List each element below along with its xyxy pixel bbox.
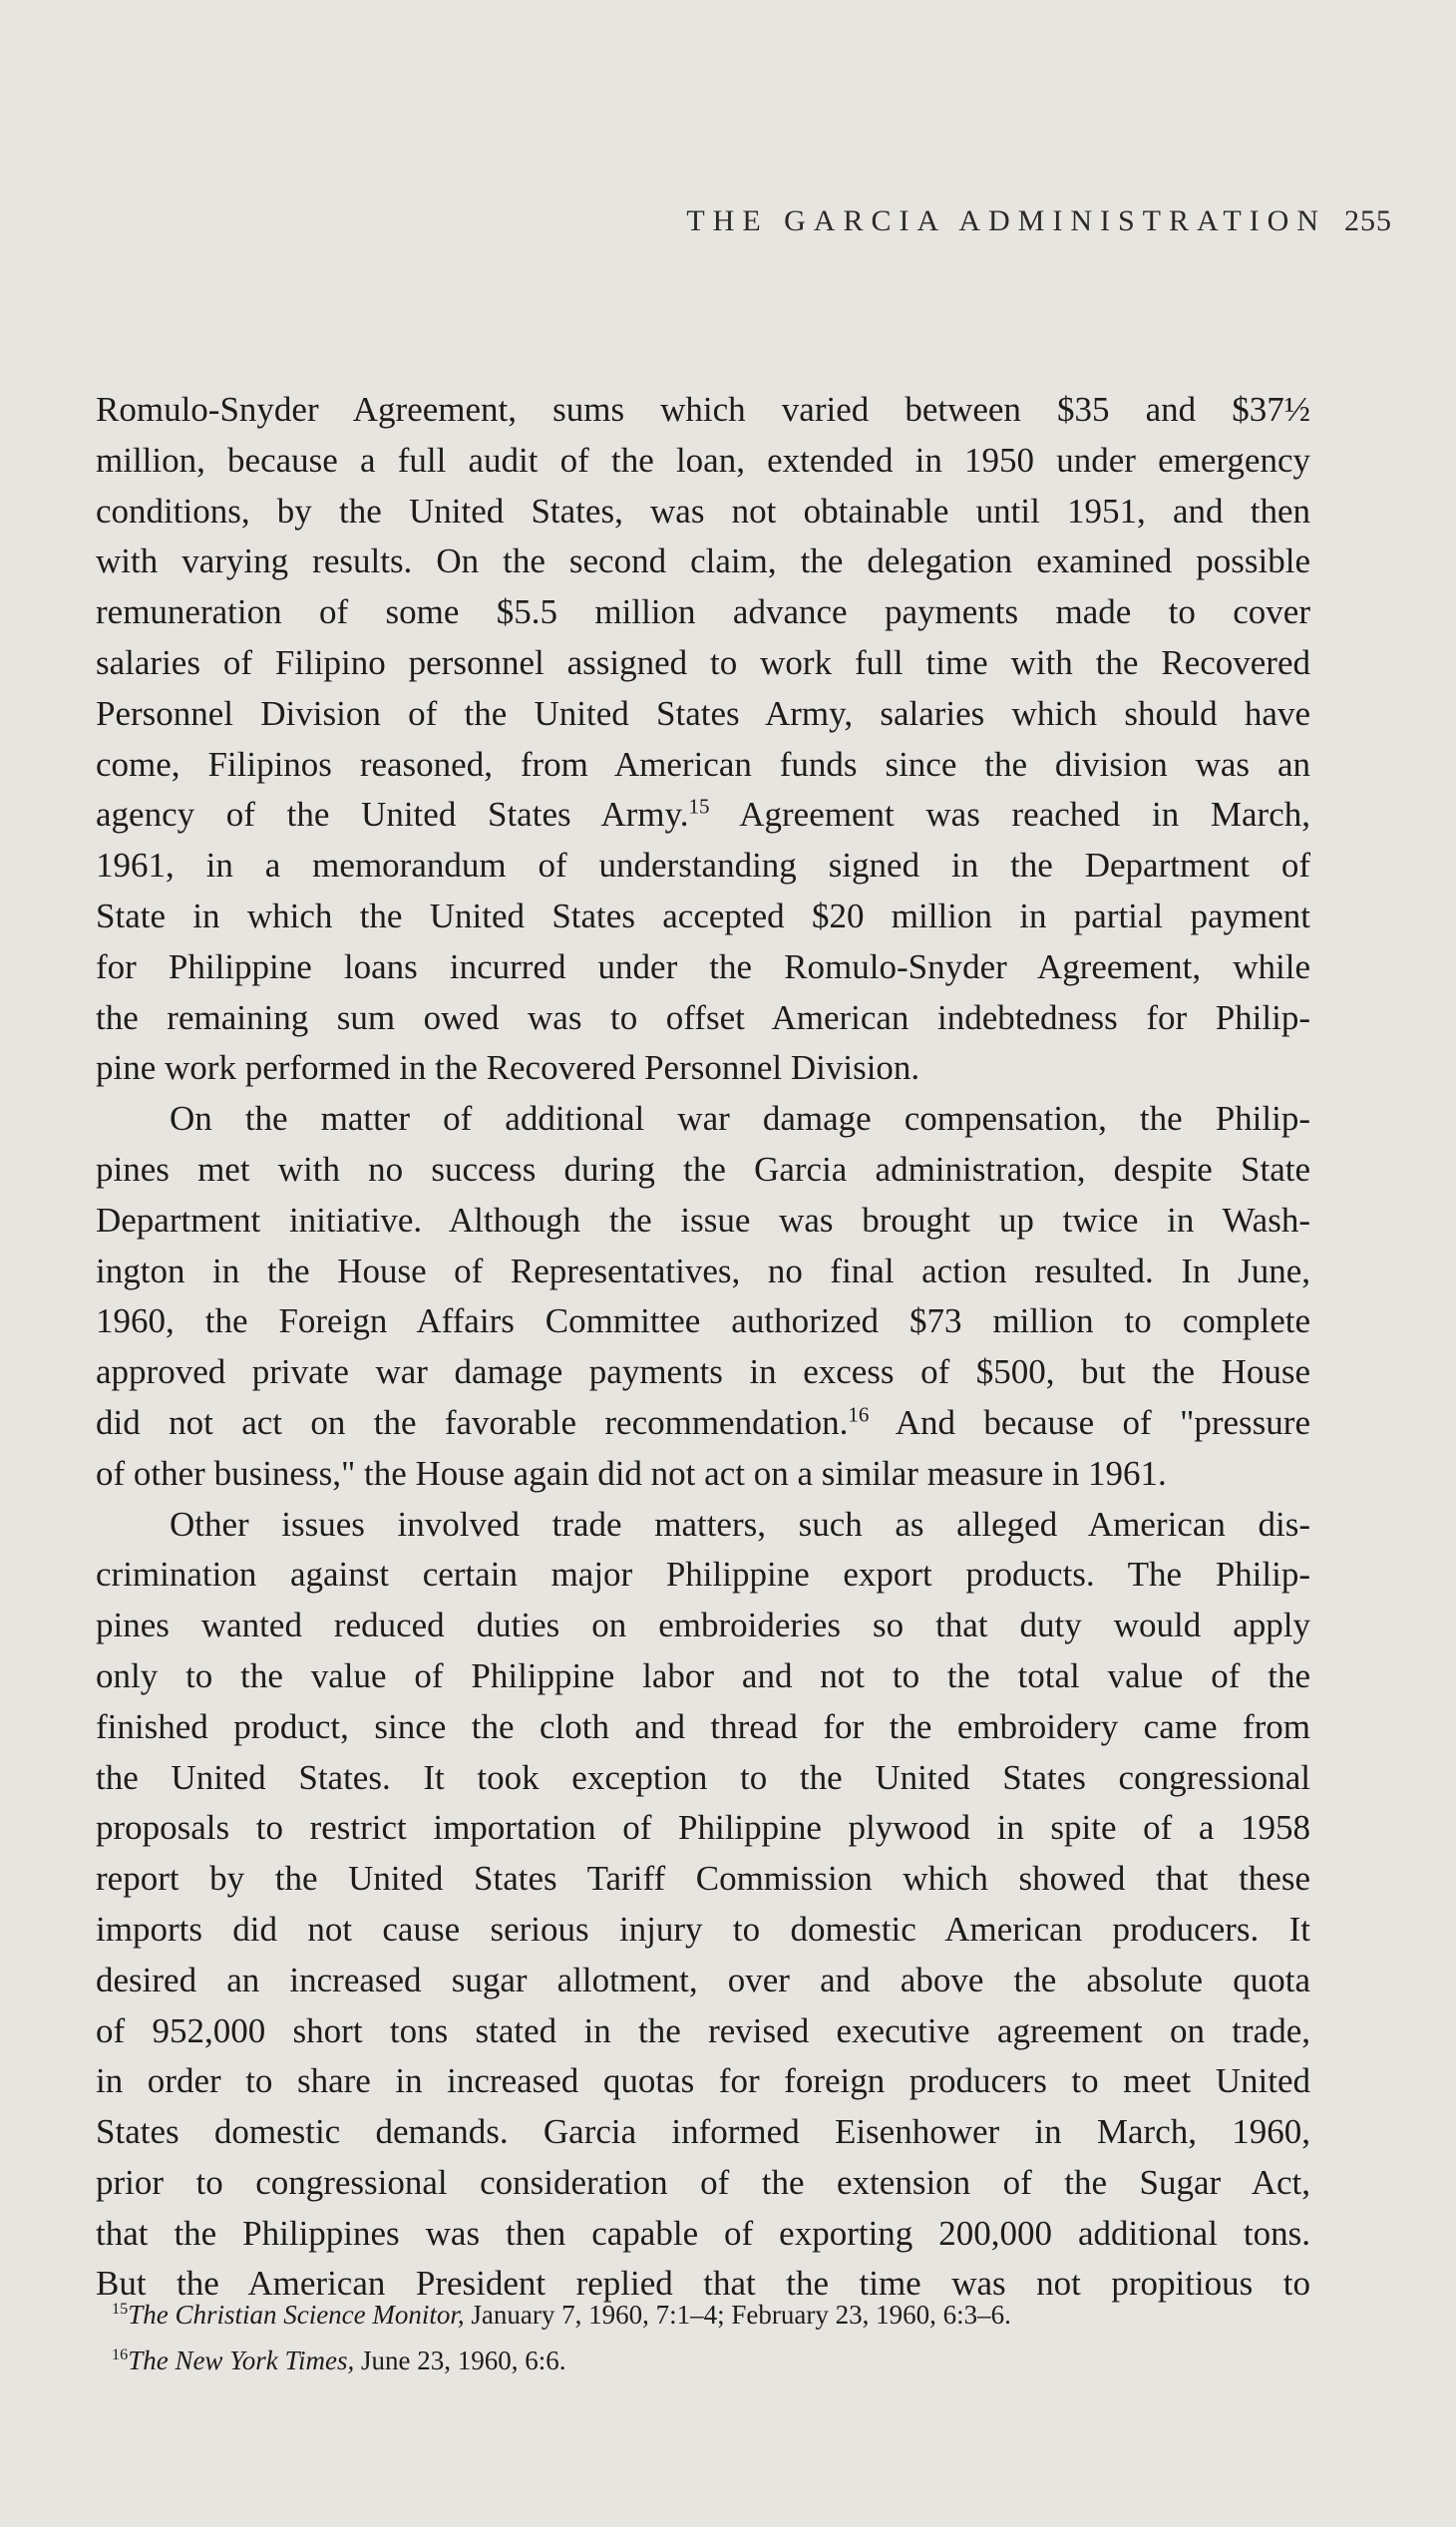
text-line: States domestic demands. Garcia informed Eisenhower in March, 1960, [96,2112,1310,2152]
running-head [686,204,1392,238]
text-line: ington in the House of Representatives, no final action resulted. In June, [96,1251,1310,1290]
text-line: pine work performed in the Recovered Personnel Division. [96,1048,920,1088]
text-line: 1960, the Foreign Affairs Committee authorized $73 million to complete [96,1301,1310,1341]
text-line: remuneration of some $5.5 million advance payments made to cover [96,592,1310,632]
text-line: prior to congressional consideration of the extension of the Sugar Act, [96,2162,1310,2202]
footnote-citation: January 7, 1960, 7:1–4; February 23, 1960, 6:3–6. [464,2300,1011,2330]
footnote-source-title: The New York Times, [128,2346,355,2375]
text-line: in order to share in increased quotas for foreign producers to meet United [96,2061,1310,2101]
text-line: imports did not cause serious injury to domestic American producers. It [96,1909,1310,1949]
text-line: the United States. It took exception to the United States congressional [96,1757,1310,1797]
text-line: for Philippine loans incurred under the Romulo-Snyder Agreement, while [96,946,1310,986]
text-line-end: Agreement was reached in March, [709,795,1310,835]
footnote-ref-16[interactable]: 16 [848,1402,870,1427]
page-number: 255 [1344,204,1392,237]
text-line: come, Filipinos reasoned, from American funds since the division was an [96,744,1310,784]
text-line: with varying results. On the second claim, the delegation examined possible [96,542,1310,581]
text-line: crimination against certain major Philippine export products. The Philip- [96,1555,1310,1595]
footnote-16 [112,2338,1308,2383]
text-line: Other issues involved trade matters, such as alleged American dis- [170,1504,1310,1544]
text-line: But the American President replied that the time was not propitious to [96,2264,1310,2304]
text-line: Department initiative. Although the issue was brought up twice in Wash- [96,1200,1310,1240]
text-line: finished product, since the cloth and thread for the embroidery came from [96,1706,1310,1746]
text-line: of 952,000 short tons stated in the revised executive agreement on trade, [96,2010,1310,2050]
text-line: the remaining sum owed was to offset American indebtedness for Philip- [96,997,1310,1037]
text-line: pines wanted reduced duties on embroideries so that duty would apply [96,1606,1310,1645]
footnote-ref-15[interactable]: 15 [688,794,710,819]
text-line: conditions, by the United States, was not obtainable until 1951, and then [96,491,1310,531]
text-line: State in which the United States accepted $20 million in partial payment [96,896,1310,935]
text-line: 1961, in a memorandum of understanding signed in the Department of [96,846,1310,886]
text-line: Personnel Division of the United States Army, salaries which should have [96,693,1310,733]
footnote-number: 16 [112,2346,129,2363]
text-line: million, because a full audit of the loan, extended in 1950 under emergency [96,440,1310,480]
text-line-end: And because of "pressure [869,1402,1310,1442]
text-line: that the Philippines was then capable of exporting 200,000 additional tons. [96,2213,1310,2253]
footnote-15 [112,2292,1308,2338]
footnote-source-title: The Christian Science Monitor, [128,2300,465,2330]
body-text [96,385,1310,2310]
footnotes [112,2292,1308,2383]
text-line: report by the United States Tariff Commission which showed that these [96,1859,1310,1899]
text-line: salaries of Filipino personnel assigned to work full time with the Recovered [96,642,1310,682]
text-line: pines met with no success during the Garcia administration, despite State [96,1149,1310,1189]
text-line-start: agency of the United States Army. [96,795,689,835]
text-line-start: did not act on the favorable recommendation. [96,1402,849,1442]
text-line: desired an increased sugar allotment, over and above the absolute quota [96,1960,1310,1999]
text-line: On the matter of additional war damage compensation, the Philip- [170,1099,1310,1139]
text-line: approved private war damage payments in excess of $500, but the House [96,1352,1310,1392]
running-head-title: THE GARCIA ADMINISTRATION [686,204,1326,237]
text-line [96,1398,1310,1449]
text-line: Romulo-Snyder Agreement, sums which varied between $35 and $37½ [96,390,1310,429]
text-line: only to the value of Philippine labor and not to the total value of the [96,1655,1310,1695]
footnote-citation: June 23, 1960, 6:6. [354,2346,566,2375]
text-line: proposals to restrict importation of Philippine plywood in spite of a 1958 [96,1808,1310,1848]
footnote-number: 15 [112,2300,129,2318]
text-line: of other business," the House again did not act on a similar measure in 1961. [96,1453,1167,1493]
text-line [96,790,1310,841]
